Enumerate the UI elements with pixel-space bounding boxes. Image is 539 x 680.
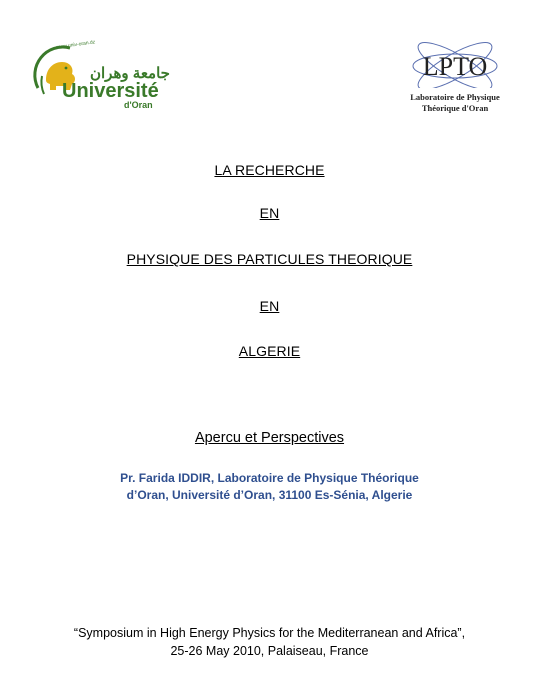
title-line-1: LA RECHERCHE [214, 162, 325, 178]
university-url: www.univ-oran.dz [55, 39, 96, 51]
university-logo [30, 40, 170, 110]
title-line-3: PHYSIQUE DES PARTICULES THEORIQUE [126, 251, 413, 267]
lpto-acronym: LPTO [422, 52, 488, 81]
author-line-2: d’Oran, Université d’Oran, 31100 Es-Sénia, Algerie [126, 488, 413, 502]
lpto-label-line2: Théorique d'Oran [421, 103, 489, 113]
lpto-label-line1: Laboratoire de Physique [410, 92, 500, 102]
university-name: Université [62, 80, 159, 102]
title-line-5: ALGERIE [238, 343, 301, 359]
author-line-1: Pr. Farida IDDIR, Laboratoire de Physique Théorique [120, 471, 419, 485]
title-line-4: EN [259, 298, 280, 314]
subtitle: Apercu et Perspectives [194, 430, 345, 446]
title-line-2: EN [259, 205, 280, 221]
university-arabic-name: جامعة وهران [90, 65, 170, 82]
lpto-logo [395, 42, 515, 117]
symposium-line-2: 25-26 May 2010, Palaiseau, France [170, 644, 369, 658]
university-city: d'Oran [124, 100, 153, 110]
symposium-line-1: “Symposium in High Energy Physics for the Mediterranean and Africa”, [73, 626, 466, 640]
